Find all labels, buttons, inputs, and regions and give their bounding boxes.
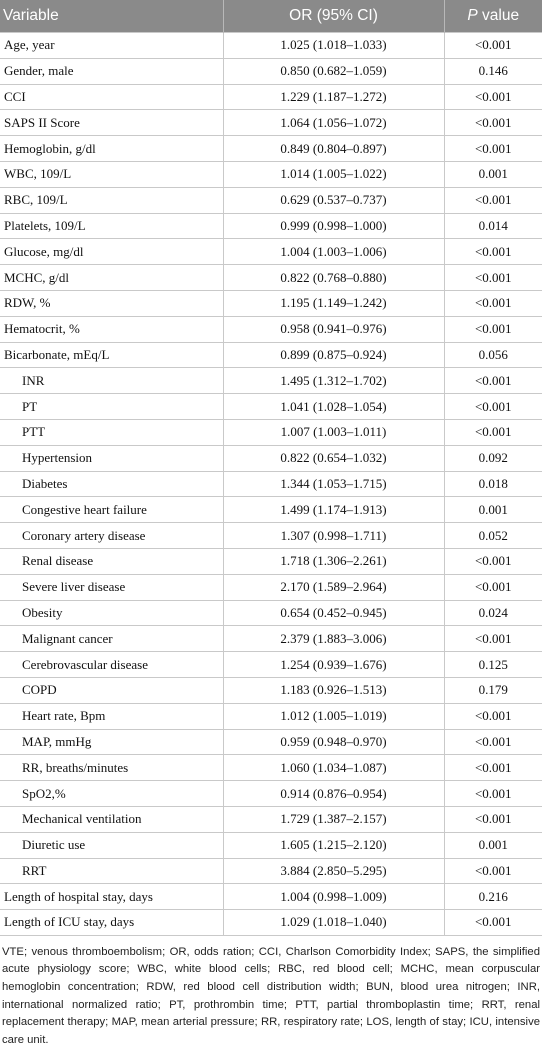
- cell-odds-ratio: 1.495 (1.312–1.702): [223, 368, 444, 394]
- cell-p-value: <0.001: [444, 806, 542, 832]
- cell-p-value: <0.001: [444, 265, 542, 291]
- cell-variable: CCI: [0, 84, 223, 110]
- table-row: [0, 33, 542, 59]
- cell-variable: Coronary artery disease: [0, 523, 223, 549]
- table-body: [0, 33, 542, 936]
- cell-p-value: 0.216: [444, 884, 542, 910]
- table-row: [0, 703, 542, 729]
- cell-p-value: <0.001: [444, 419, 542, 445]
- cell-p-value: 0.179: [444, 677, 542, 703]
- table-row: [0, 729, 542, 755]
- table-row: [0, 677, 542, 703]
- table-row: [0, 471, 542, 497]
- cell-p-value: <0.001: [444, 368, 542, 394]
- cell-variable: Congestive heart failure: [0, 497, 223, 523]
- header-p-value: [444, 0, 542, 33]
- table-row: [0, 419, 542, 445]
- table-row: [0, 394, 542, 420]
- cell-odds-ratio: 0.629 (0.537–0.737): [223, 187, 444, 213]
- cell-odds-ratio: 1.025 (1.018–1.033): [223, 33, 444, 59]
- cell-variable: WBC, 109/L: [0, 161, 223, 187]
- cell-variable: Renal disease: [0, 548, 223, 574]
- cell-odds-ratio: 2.379 (1.883–3.006): [223, 626, 444, 652]
- table-row: [0, 548, 542, 574]
- cell-p-value: <0.001: [444, 316, 542, 342]
- cell-variable: Bicarbonate, mEq/L: [0, 342, 223, 368]
- cell-variable: Age, year: [0, 33, 223, 59]
- table-row: [0, 290, 542, 316]
- cell-p-value: 0.024: [444, 600, 542, 626]
- table-row: [0, 58, 542, 84]
- cell-p-value: 0.001: [444, 161, 542, 187]
- cell-variable: Hemoglobin, g/dl: [0, 136, 223, 162]
- cell-variable: Length of hospital stay, days: [0, 884, 223, 910]
- cell-variable: INR: [0, 368, 223, 394]
- cell-variable: SpO2,%: [0, 781, 223, 807]
- table-row: [0, 858, 542, 884]
- cell-odds-ratio: 1.229 (1.187–1.272): [223, 84, 444, 110]
- cell-odds-ratio: 1.014 (1.005–1.022): [223, 161, 444, 187]
- table-row: [0, 445, 542, 471]
- cell-variable: Hypertension: [0, 445, 223, 471]
- table-row: [0, 110, 542, 136]
- cell-variable: Hematocrit, %: [0, 316, 223, 342]
- table-row: [0, 600, 542, 626]
- cell-p-value: <0.001: [444, 394, 542, 420]
- table-row: [0, 213, 542, 239]
- cell-p-value: <0.001: [444, 574, 542, 600]
- header-p-italic: P: [467, 7, 478, 24]
- cell-variable: RR, breaths/minutes: [0, 755, 223, 781]
- cell-variable: Length of ICU stay, days: [0, 910, 223, 936]
- cell-odds-ratio: 2.170 (1.589–2.964): [223, 574, 444, 600]
- cell-variable: RDW, %: [0, 290, 223, 316]
- cell-variable: Diuretic use: [0, 832, 223, 858]
- cell-odds-ratio: 1.605 (1.215–2.120): [223, 832, 444, 858]
- cell-p-value: 0.001: [444, 832, 542, 858]
- cell-odds-ratio: 1.499 (1.174–1.913): [223, 497, 444, 523]
- cell-variable: Glucose, mg/dl: [0, 239, 223, 265]
- table-row: [0, 910, 542, 936]
- cell-variable: Obesity: [0, 600, 223, 626]
- table-row: [0, 884, 542, 910]
- cell-p-value: 0.014: [444, 213, 542, 239]
- cell-odds-ratio: 1.029 (1.018–1.040): [223, 910, 444, 936]
- cell-p-value: <0.001: [444, 33, 542, 59]
- cell-p-value: <0.001: [444, 548, 542, 574]
- cell-variable: MCHC, g/dl: [0, 265, 223, 291]
- cell-p-value: <0.001: [444, 187, 542, 213]
- cell-odds-ratio: 1.004 (0.998–1.009): [223, 884, 444, 910]
- cell-odds-ratio: 0.850 (0.682–1.059): [223, 58, 444, 84]
- cell-variable: PTT: [0, 419, 223, 445]
- cell-odds-ratio: 1.254 (0.939–1.676): [223, 652, 444, 678]
- table-header-row: [0, 0, 542, 33]
- table-row: [0, 652, 542, 678]
- cell-odds-ratio: 1.004 (1.003–1.006): [223, 239, 444, 265]
- table-footnote: VTE; venous thromboembolism; OR, odds ration; CCI, Charlson Comorbidity Index; SAPS, the simplified acute physiology score; WBC, white blood cells; RBC, red blood cell; MCHC, mean corpuscular hemoglobin concentration; RDW, red blood cell distribution width; BUN, blood urea nitrogen; INR, international normalized ratio; PT, prothrombin time; PTT, partial thromboplastin time; RRT, renal replacement therapy; MAP, mean arterial pressure; RR, respiratory rate; LOS, length of stay; ICU, intensive care unit.: [2, 945, 540, 1046]
- table-row: [0, 136, 542, 162]
- cell-odds-ratio: 3.884 (2.850–5.295): [223, 858, 444, 884]
- cell-p-value: 0.001: [444, 497, 542, 523]
- cell-p-value: <0.001: [444, 781, 542, 807]
- cell-p-value: <0.001: [444, 703, 542, 729]
- cell-p-value: <0.001: [444, 84, 542, 110]
- cell-p-value: <0.001: [444, 110, 542, 136]
- cell-odds-ratio: 0.958 (0.941–0.976): [223, 316, 444, 342]
- cell-variable: COPD: [0, 677, 223, 703]
- cell-odds-ratio: 1.344 (1.053–1.715): [223, 471, 444, 497]
- cell-variable: PT: [0, 394, 223, 420]
- cell-p-value: <0.001: [444, 626, 542, 652]
- table-row: [0, 84, 542, 110]
- cell-odds-ratio: 1.060 (1.034–1.087): [223, 755, 444, 781]
- cell-p-value: 0.052: [444, 523, 542, 549]
- cell-odds-ratio: 1.718 (1.306–2.261): [223, 548, 444, 574]
- cell-odds-ratio: 0.899 (0.875–0.924): [223, 342, 444, 368]
- cell-p-value: <0.001: [444, 239, 542, 265]
- cell-odds-ratio: 0.849 (0.804–0.897): [223, 136, 444, 162]
- cell-variable: Severe liver disease: [0, 574, 223, 600]
- cell-odds-ratio: 0.822 (0.768–0.880): [223, 265, 444, 291]
- cell-odds-ratio: 0.959 (0.948–0.970): [223, 729, 444, 755]
- cell-variable: RBC, 109/L: [0, 187, 223, 213]
- cell-odds-ratio: 1.729 (1.387–2.157): [223, 806, 444, 832]
- table-row: [0, 574, 542, 600]
- table-row: [0, 755, 542, 781]
- cell-p-value: 0.056: [444, 342, 542, 368]
- cell-variable: RRT: [0, 858, 223, 884]
- table-row: [0, 187, 542, 213]
- cell-odds-ratio: 1.183 (0.926–1.513): [223, 677, 444, 703]
- cell-p-value: <0.001: [444, 729, 542, 755]
- table-row: [0, 497, 542, 523]
- table-row: [0, 316, 542, 342]
- table-row: [0, 806, 542, 832]
- cell-p-value: <0.001: [444, 858, 542, 884]
- table-row: [0, 239, 542, 265]
- cell-odds-ratio: 0.914 (0.876–0.954): [223, 781, 444, 807]
- table-row: [0, 342, 542, 368]
- cell-p-value: 0.092: [444, 445, 542, 471]
- cell-variable: MAP, mmHg: [0, 729, 223, 755]
- table-row: [0, 781, 542, 807]
- cell-odds-ratio: 0.654 (0.452–0.945): [223, 600, 444, 626]
- cell-odds-ratio: 0.822 (0.654–1.032): [223, 445, 444, 471]
- cell-variable: Cerebrovascular disease: [0, 652, 223, 678]
- table-row: [0, 832, 542, 858]
- header-variable: Variable: [0, 0, 223, 33]
- cell-variable: Malignant cancer: [0, 626, 223, 652]
- cell-odds-ratio: 1.064 (1.056–1.072): [223, 110, 444, 136]
- table-row: [0, 626, 542, 652]
- cell-p-value: 0.125: [444, 652, 542, 678]
- cell-p-value: 0.018: [444, 471, 542, 497]
- cell-variable: Mechanical ventilation: [0, 806, 223, 832]
- cell-p-value: <0.001: [444, 755, 542, 781]
- cell-p-value: 0.146: [444, 58, 542, 84]
- cell-variable: Platelets, 109/L: [0, 213, 223, 239]
- cell-variable: Diabetes: [0, 471, 223, 497]
- cell-odds-ratio: 1.307 (0.998–1.711): [223, 523, 444, 549]
- table-row: [0, 523, 542, 549]
- cell-variable: SAPS II Score: [0, 110, 223, 136]
- cell-odds-ratio: 1.007 (1.003–1.011): [223, 419, 444, 445]
- table-row: [0, 265, 542, 291]
- header-or: OR (95% CI): [223, 0, 444, 33]
- cell-variable: Heart rate, Bpm: [0, 703, 223, 729]
- table-row: [0, 161, 542, 187]
- cell-variable: Gender, male: [0, 58, 223, 84]
- header-p-rest: value: [477, 7, 520, 24]
- table-row: [0, 368, 542, 394]
- cell-odds-ratio: 1.012 (1.005–1.019): [223, 703, 444, 729]
- cell-odds-ratio: 1.041 (1.028–1.054): [223, 394, 444, 420]
- cell-p-value: <0.001: [444, 910, 542, 936]
- cell-p-value: <0.001: [444, 290, 542, 316]
- cell-p-value: <0.001: [444, 136, 542, 162]
- cell-odds-ratio: 0.999 (0.998–1.000): [223, 213, 444, 239]
- cell-odds-ratio: 1.195 (1.149–1.242): [223, 290, 444, 316]
